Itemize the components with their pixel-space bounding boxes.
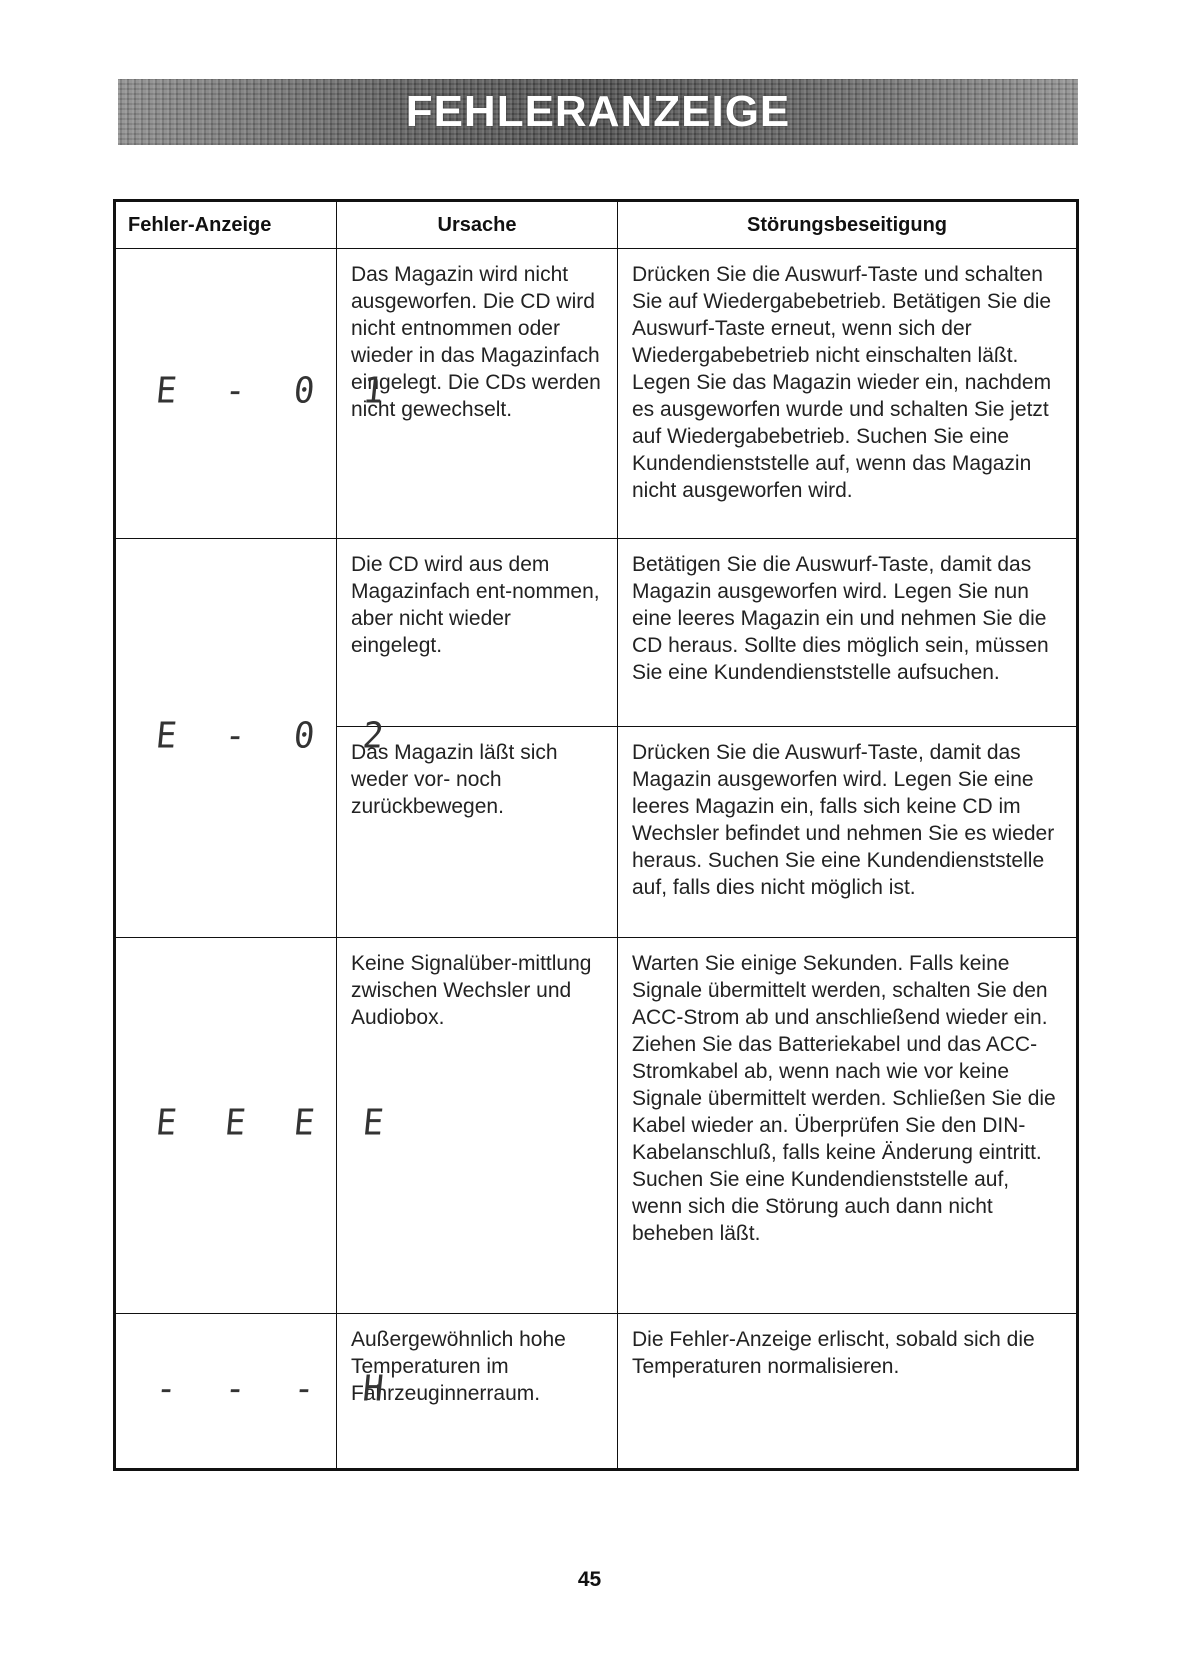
- error-table: [113, 199, 1079, 1471]
- error-code-cell: [115, 1314, 400, 1470]
- cause-cell: Das Magazin läßt sich weder vor- noch zurückbewegen.: [337, 727, 618, 938]
- page-title: FEHLERANZEIGE: [405, 87, 791, 136]
- header-error-display: Fehler-Anzeige: [115, 201, 337, 249]
- cause-cell: Keine Signalüber-mittlung zwischen Wechsler und Audiobox.: [337, 938, 618, 1314]
- title-banner: [118, 79, 1078, 145]
- error-code-h: - - - H: [153, 1367, 400, 1410]
- error-code-eeee: E E E E: [153, 1101, 400, 1144]
- remedy-cell: Warten Sie einige Sekunden. Falls keine Signale übermittelt werden, schalten Sie den ACC-Strom ab und anschließend wieder ein. Ziehen Sie das Batteriekabel und das ACC-Stromkabel ab, wenn nach wie vor keine Signale übermittelt werden. Schließen Sie die Kabel wieder an. Überprüfen Sie den DIN-Kabelanschluß, falls keine Änderung eintritt. Suchen Sie eine Kundendienststelle auf, wenn sich die Störung auch dann nicht beheben läßt.: [618, 938, 1078, 1314]
- header-remedy: Störungsbeseitigung: [618, 201, 1078, 249]
- remedy-cell: Betätigen Sie die Auswurf-Taste, damit das Magazin ausgeworfen wird. Legen Sie nun eine leeres Magazin ein und nehmen Sie die CD heraus. Sollte dies möglich sein, müssen Sie eine Kundendienststelle aufsuchen.: [618, 539, 1078, 727]
- remedy-cell: Drücken Sie die Auswurf-Taste und schalten Sie auf Wiedergabebetrieb. Betätigen Sie die Auswurf-Taste erneut, wenn sich der Wiedergabebetrieb nicht einschalten läßt. Legen Sie das Magazin wieder ein, nachdem es ausgeworfen wurde und schalten Sie jetzt auf Wiedergabebetrieb. Suchen Sie eine Kundendienststelle auf, wenn das Magazin nicht ausgeworfen wird.: [618, 249, 1078, 539]
- table-row: [115, 938, 1078, 1314]
- cause-cell: Die CD wird aus dem Magazinfach ent-nommen, aber nicht wieder eingelegt.: [337, 539, 618, 727]
- table-header-row: [115, 201, 1078, 249]
- table-row: [115, 249, 1078, 539]
- remedy-cell: Drücken Sie die Auswurf-Taste, damit das Magazin ausgeworfen wird. Legen Sie eine leeres Magazin ein, falls sich keine CD im Wechsler befindet und nehmen Sie es wieder heraus. Suchen Sie eine Kundendienststelle auf, falls dies nicht möglich ist.: [618, 727, 1078, 938]
- table-row: [115, 1314, 1078, 1470]
- remedy-cell: Die Fehler-Anzeige erlischt, sobald sich die Temperaturen normalisieren.: [618, 1314, 1078, 1470]
- page-number: 45: [577, 1568, 602, 1591]
- error-code-cell: [115, 938, 400, 1314]
- error-code-e01: E - 0 1: [153, 369, 400, 412]
- header-cause: Ursache: [337, 201, 618, 249]
- cause-cell: Das Magazin wird nicht ausgeworfen. Die CD wird nicht entnommen oder wieder in das Magazinfach eingelegt. Die CDs werden nicht gewechselt.: [337, 249, 618, 539]
- error-code-cell: [115, 539, 400, 938]
- error-code-cell: [115, 249, 400, 539]
- table-row: [115, 539, 1078, 727]
- cause-cell: Außergewöhnlich hohe Temperaturen im Fahrzeuginnerraum.: [337, 1314, 618, 1470]
- error-code-e02: E - 0 2: [153, 714, 400, 757]
